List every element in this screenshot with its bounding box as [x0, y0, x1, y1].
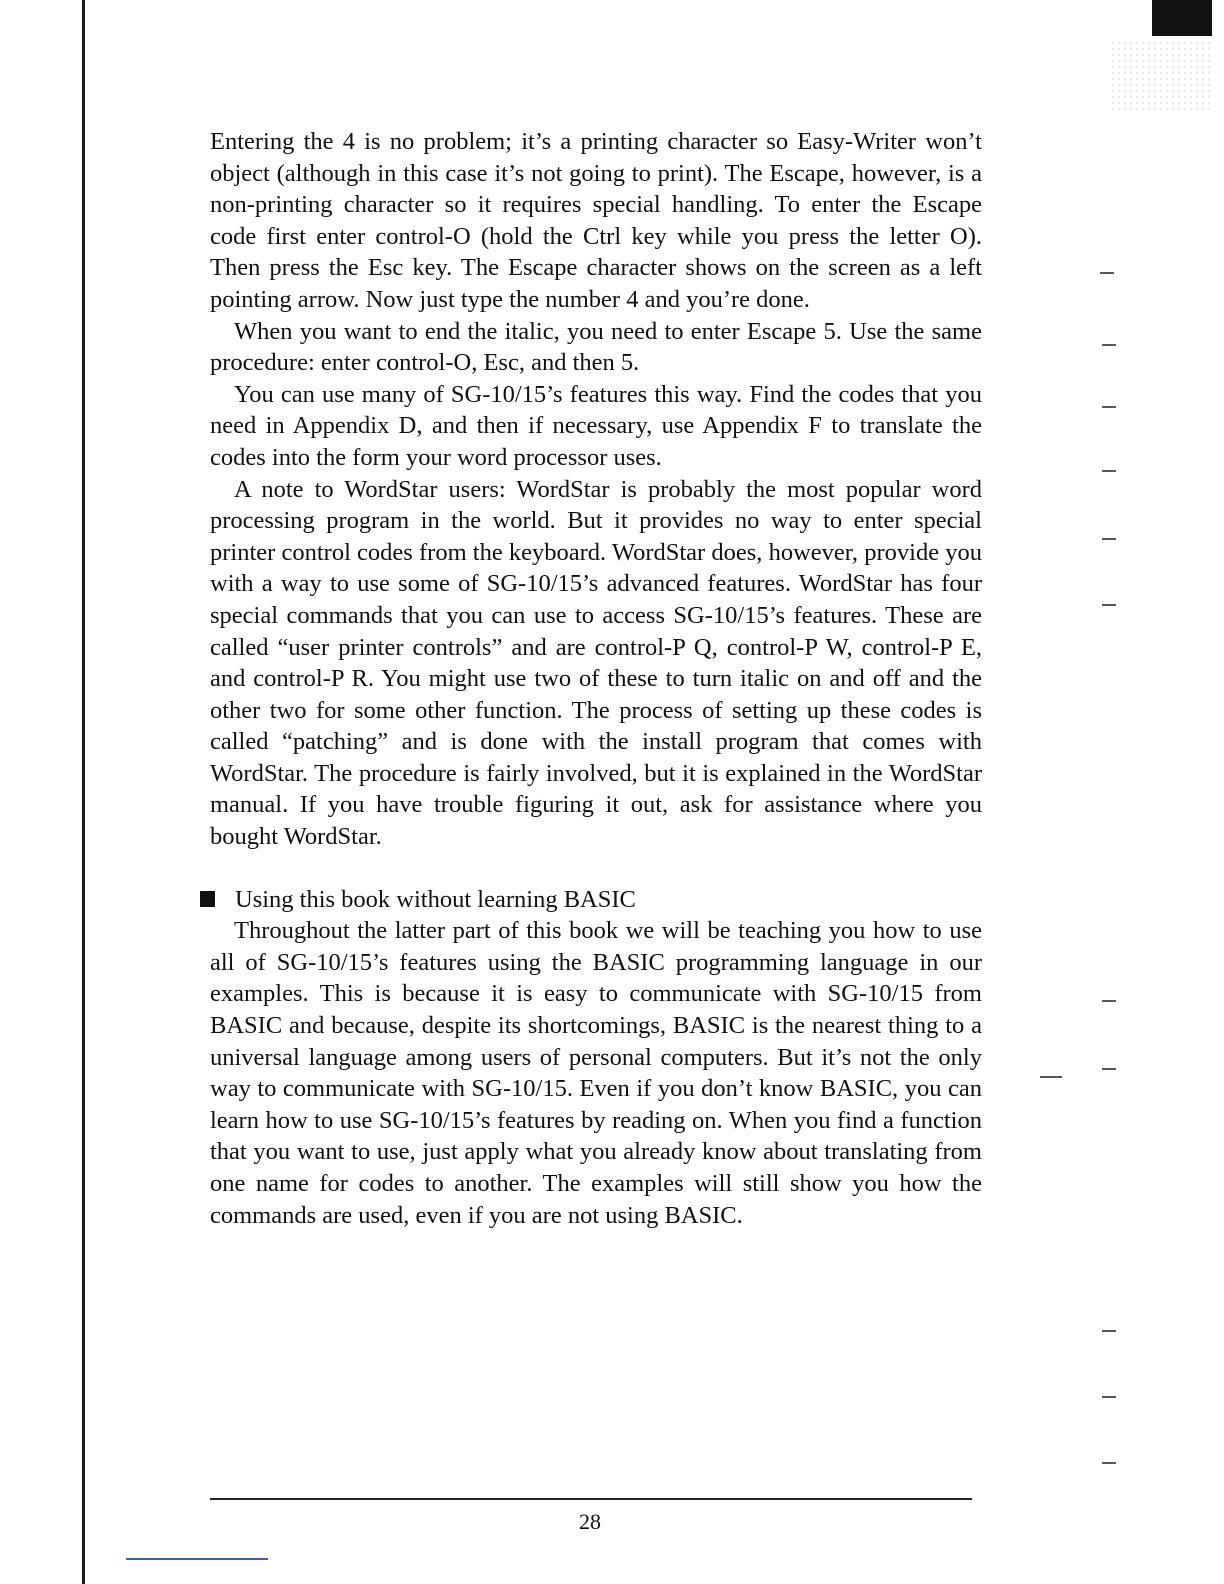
- margin-tick: [1102, 1000, 1116, 1002]
- body-paragraph: You can use many of SG-10/15’s features this way. Find the codes that you need in Appendix D, and then if necessary, use Appendix F to translate the codes into the form your word processor uses.: [210, 380, 982, 471]
- footer-rule: [210, 1498, 972, 1500]
- body-paragraph: When you want to end the italic, you need to enter Escape 5. Use the same procedure: enter control-O, Esc, and then 5.: [210, 317, 982, 377]
- margin-tick: [1040, 1076, 1062, 1078]
- margin-tick: [1102, 538, 1116, 540]
- section-heading-text: Using this book without learning BASIC: [235, 885, 636, 913]
- body-paragraph: Entering the 4 is no problem; it’s a printing character so Easy-Writer won’t object (although in this case it’s not going to print). The Escape, however, is a non-printing character so it requires special handling. To enter the Escape code first enter control-O (hold the Ctrl key while you press the letter O). Then press the Esc key. The Escape character shows on the screen as a left pointing arrow. Now just type the number 4 and you’re done.: [210, 128, 982, 313]
- margin-tick: [1102, 1330, 1116, 1332]
- page-number: 28: [579, 1509, 601, 1534]
- margin-tick: [1102, 470, 1116, 472]
- margin-tick: [1102, 344, 1116, 346]
- scan-corner-mark: [1152, 0, 1212, 36]
- margin-tick: [1102, 1462, 1116, 1464]
- section-paragraph: Throughout the latter part of this book we will be teaching you how to use all of SG-10/15’s features using the BASIC programming language in our examples. This is because it is easy to communicate with SG-10/15 from BASIC and because, despite its shortcomings, BASIC is the nearest thing to a universal language among users of personal computers. But it’s not the only way to communicate with SG-10/15. Even if you don’t know BASIC, you can learn how to use SG-10/15’s features by reading on. When you find a function that you want to use, just apply what you already know about translating from one name for codes to another. The examples will still show you how the commands are used, even if you are not using BASIC.: [210, 917, 982, 1229]
- margin-tick: [1102, 1396, 1116, 1398]
- square-bullet-icon: [200, 891, 215, 907]
- margin-tick: [1102, 1068, 1116, 1070]
- margin-tick: [1102, 604, 1116, 606]
- body-paragraph: A note to WordStar users: WordStar is probably the most popular word processing program in the world. But it provides no way to enter special printer control codes from the keyboard. WordStar does, however, provide you with a way to use some of SG-10/15’s advanced features. WordStar has four special commands that you can use to access SG-10/15’s features. These are called “user printer controls” and are control-P Q, control-P W, control-P E, and control-P R. You might use two of these to turn italic on and off and the other two for some other function. The process of setting up these codes is called “patching” and is done with the install program that comes with WordStar. The procedure is fairly involved, but it is explained in the WordStar manual. If you have trouble figuring it out, ask for assistance where you bought WordStar.: [210, 475, 982, 851]
- margin-tick: [1100, 272, 1114, 274]
- scan-bottom-line: [126, 1558, 268, 1560]
- page-edge-line: [82, 0, 85, 1584]
- scan-speckle: [1110, 40, 1210, 110]
- margin-tick: [1102, 406, 1116, 408]
- section-heading: [210, 884, 982, 916]
- page-body-text: [210, 126, 982, 1231]
